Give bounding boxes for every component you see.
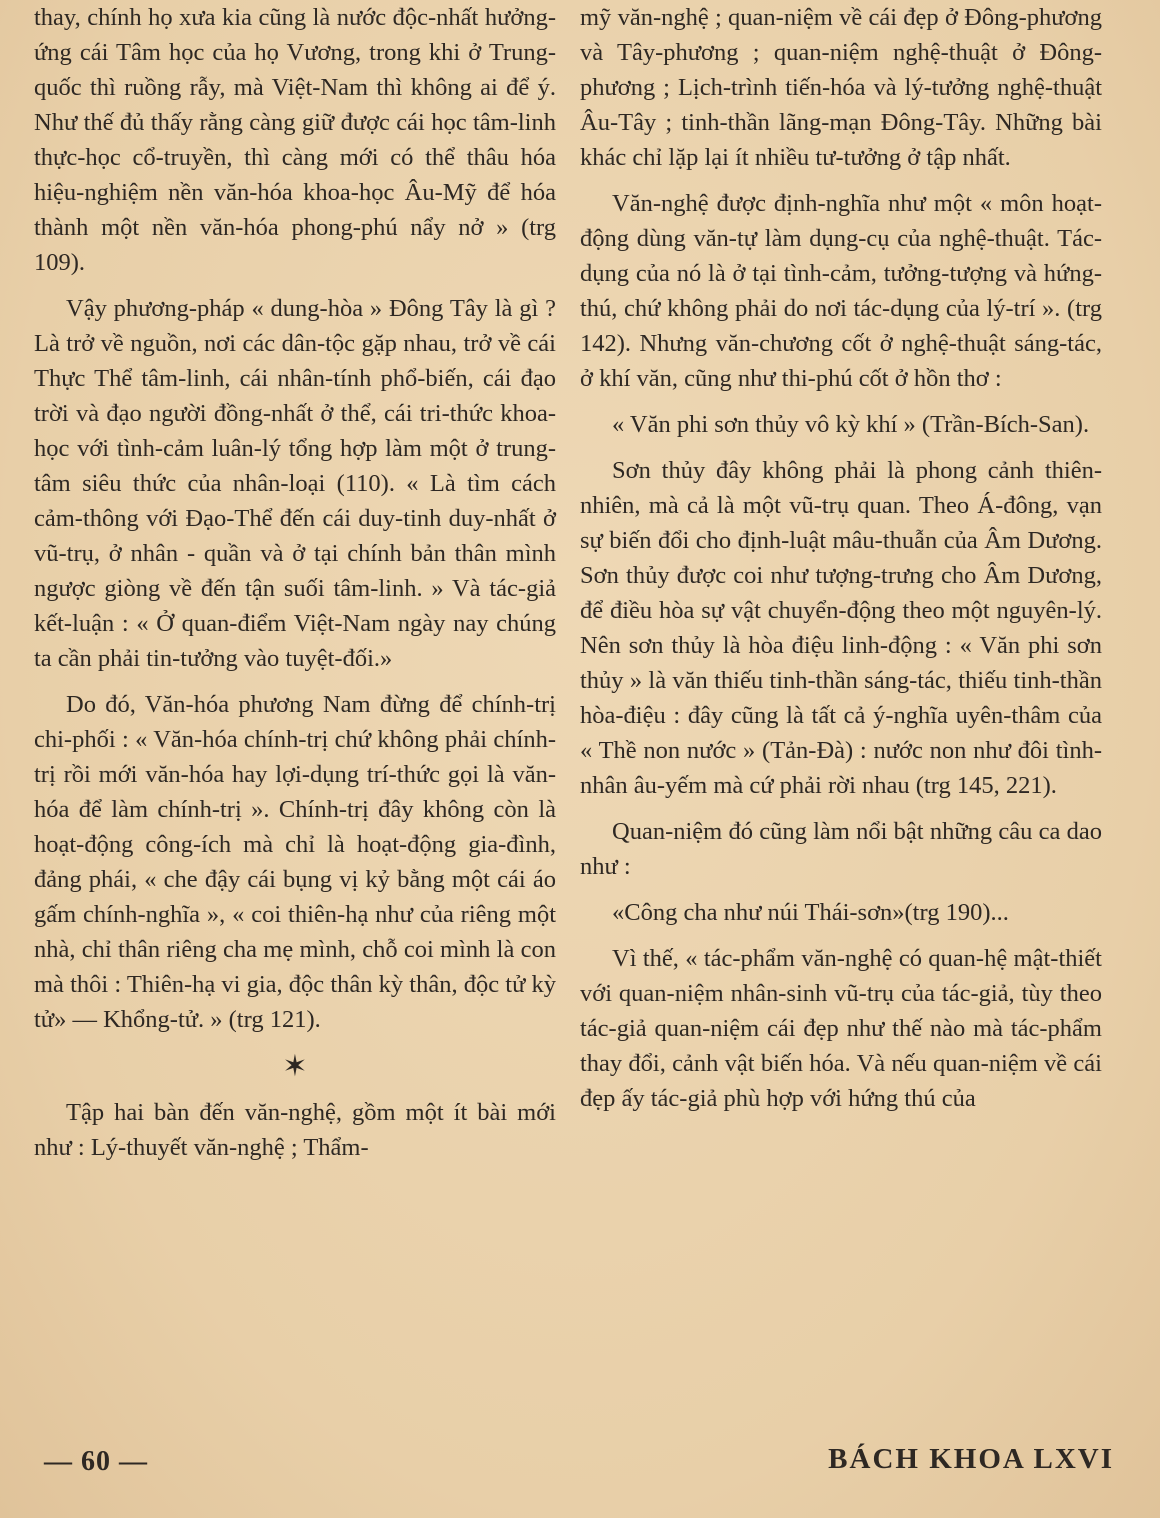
section-separator: ✶ — [282, 1050, 308, 1083]
paragraph: Văn-nghệ được định-nghĩa như một « môn hoạt-động dùng văn-tự làm dụng-cụ của nghệ-thuật. Tác-dụng của nó là ở tại tình-cảm, tưởng-tượng và hứng-thú, chứ không phải do nơi tác-dụng của lý-trí ». (trg 142). Nhưng văn-chương cốt ở nghệ-thuật sáng-tác, ở khí văn, cũng như thi-phú cốt ở hồn thơ : — [580, 190, 1102, 392]
paragraph: mỹ văn-nghệ ; quan-niệm về cái đẹp ở Đông-phương và Tây-phương ; quan-niệm nghệ-thuật ở Đông-phương ; Lịch-trình tiến-hóa và lý-tưởng nghệ-thuật Âu-Tây ; tinh-thần lãng-mạn Đông-Tây. Những bài khác chỉ lặp lại ít nhiều tư-tưởng ở tập nhất. — [580, 4, 1102, 171]
magazine-title: BÁCH KHOA LXVI — [828, 1443, 1114, 1475]
paragraph: Sơn thủy đây không phải là phong cảnh thiên-nhiên, mà cả là một vũ-trụ quan. Theo Á-đông, vạn sự biến đổi cho định-luật mâu-thuẫn của Âm Dương. Sơn thủy được coi như tượng-trưng cho Âm Dương, để điều hòa sự vật chuyển-động theo một nguyên-lý. Nên sơn thủy là hòa điệu linh-động : « Văn phi sơn thủy » là văn thiếu tinh-thần sáng-tác, thiếu tinh-thần hòa-điệu : đây cũng là tất cả ý-nghĩa uyên-thâm của « Thề non nước » (Tản-Đà) : nước non như đôi tình-nhân âu-yếm mà cứ phải rời nhau (trg 145, 221). — [580, 457, 1102, 799]
quotation: « Văn phi sơn thủy vô kỳ khí » (Trần-Bích-San). — [612, 411, 1090, 438]
quotation: «Công cha như núi Thái-sơn»(trg 190)... — [612, 899, 1009, 926]
page-number: — 60 — — [44, 1446, 148, 1477]
paragraph: Quan-niệm đó cũng làm nổi bật những câu ca dao như : — [580, 818, 1102, 880]
right-column — [580, 0, 1102, 1116]
paragraph: thay, chính họ xưa kia cũng là nước độc-nhất hưởng-ứng cái Tâm học của họ Vương, trong khi ở Trung-quốc thì ruồng rẫy, mà Việt-Nam thì không ai để ý. Như thế đủ thấy rằng càng giữ được cái học tâm-linh thực-học cổ-truyền, thì càng mới có thể thâu hóa hiệu-nghiệm nền văn-hóa khoa-học Âu-Mỹ để hóa thành một nền văn-hóa phong-phú nẩy nở » (trg 109). — [34, 4, 556, 276]
paragraph: Vì thế, « tác-phẩm văn-nghệ có quan-hệ mật-thiết với quan-niệm nhân-sinh vũ-trụ của tác-giả, tùy theo tác-giả quan-niệm cái đẹp như thế nào mà tác-phẩm thay đổi, cảnh vật biến hóa. Và nếu quan-niệm về cái đẹp ấy tác-giả phù hợp với hứng thú của — [580, 945, 1102, 1112]
paragraph: Tập hai bàn đến văn-nghệ, gồm một ít bài mới như : Lý-thuyết văn-nghệ ; Thẩm- — [34, 1099, 556, 1161]
left-column — [34, 0, 556, 1165]
paragraph: Do đó, Văn-hóa phương Nam đừng để chính-trị chi-phối : « Văn-hóa chính-trị chứ không phải chính-trị rồi mới văn-hóa hay lợi-dụng trí-thức gọi là văn-hóa để làm chính-trị ». Chính-trị đây không còn là hoạt-động công-ích mà chỉ là hoạt-động gia-đình, đảng phái, « che đậy cái bụng vị kỷ bằng một cái áo gấm chính-nghĩa », « coi thiên-hạ như của riêng một nhà, chỉ thân riêng cha mẹ mình, chỗ coi mình là con mà thôi : Thiên-hạ vi gia, độc thân kỳ thân, độc tử kỳ tử» — Khổng-tử. » (trg 121). — [34, 691, 556, 1033]
paragraph: Vậy phương-pháp « dung-hòa » Đông Tây là gì ? Là trở về nguồn, nơi các dân-tộc gặp nhau, trở về cái Thực Thể tâm-linh, cái nhân-tính phổ-biến, cái đạo trời và đạo người đồng-nhất ở thể, cái tri-thức khoa-học với tình-cảm luân-lý tổng hợp làm một ở trung-tâm siêu thức của nhân-loại (110). « Là tìm cách cảm-thông với Đạo-Thể đến cái duy-tinh duy-nhất ở vũ-trụ, ở nhân - quần và ở tại chính bản thân mình ngược giòng về đến tận suối tâm-linh. » Và tác-giả kết-luận : « Ở quan-điểm Việt-Nam ngày nay chúng ta cần phải tin-tưởng vào tuyệt-đối.» — [34, 295, 556, 672]
